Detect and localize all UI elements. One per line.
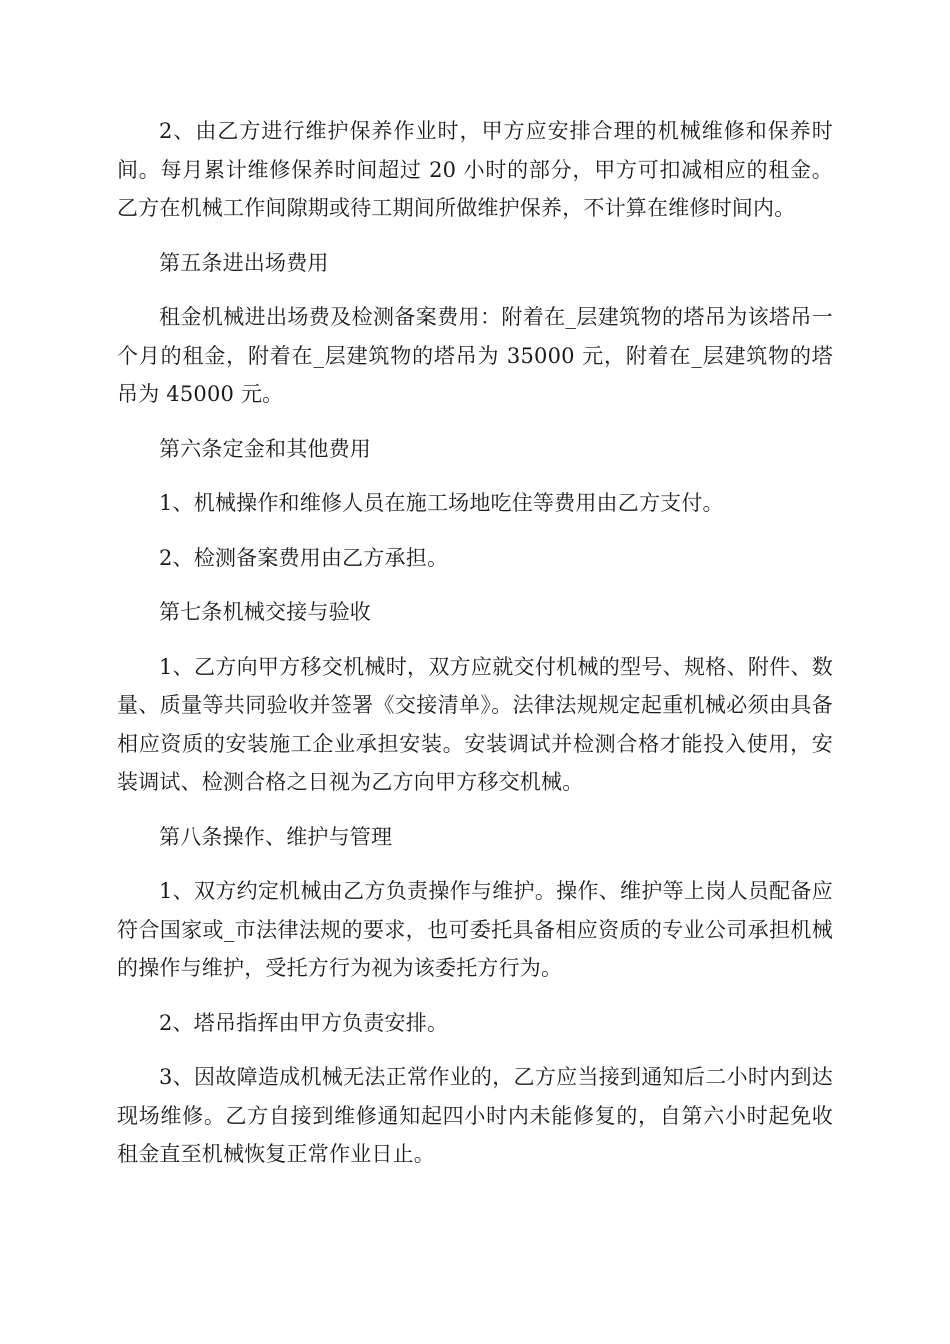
heading-article-6: 第六条定金和其他费用 [159,436,371,461]
paragraph-maintenance-time: 2、由乙方进行维护保养作业时，甲方应安排合理的机械维修和保养时间。每月累计维修保养时间超过 20 小时的部分，甲方可扣减相应的租金。乙方在机械工作间隙期或待工期间所做维护保养，不计算在维修时间内。 [117,119,833,220]
paragraph-entry-exit-fees: 租金机械进出场费及检测备案费用：附着在_层建筑物的塔吊为该塔吊一个月的租金，附着在_层建筑物的塔吊为 35000 元，附着在_层建筑物的塔吊为 45000 元。 [117,305,833,406]
heading-article-8: 第八条操作、维护与管理 [159,824,393,849]
paragraph-inspection-fees: 2、检测备案费用由乙方承担。 [159,545,449,570]
heading-article-7: 第七条机械交接与验收 [159,600,371,624]
document-body [117,112,833,1190]
paragraph-handover-acceptance: 1、乙方向甲方移交机械时，双方应就交付机械的型号、规格、附件、数量、质量等共同验收并签署《交接清单》。法律法规规定起重机械必须由具备相应资质的安装施工企业承担安装。安装调试并检测合格才能投入使用，安装调试、检测合格之日视为乙方向甲方移交机械。 [117,654,833,794]
paragraph-operation-maintenance: 1、双方约定机械由乙方负责操作与维护。操作、维护等上岗人员配备应符合国家或_市法律法规的要求，也可委托具备相应资质的专业公司承担机械的操作与维护，受托方行为视为该委托方行为。 [117,879,833,980]
paragraph-operator-expenses: 1、机械操作和维修人员在施工场地吃住等费用由乙方支付。 [159,491,724,515]
heading-article-5: 第五条进出场费用 [159,250,329,275]
paragraph-crane-command: 2、塔吊指挥由甲方负责安排。 [159,1010,449,1035]
paragraph-fault-repair: 3、因故障造成机械无法正常作业的，乙方应当接到通知后二小时内到达现场维修。乙方自接到维修通知起四小时内未能修复的，自第六小时起免收租金直至机械恢复正常作业日止。 [117,1065,833,1166]
